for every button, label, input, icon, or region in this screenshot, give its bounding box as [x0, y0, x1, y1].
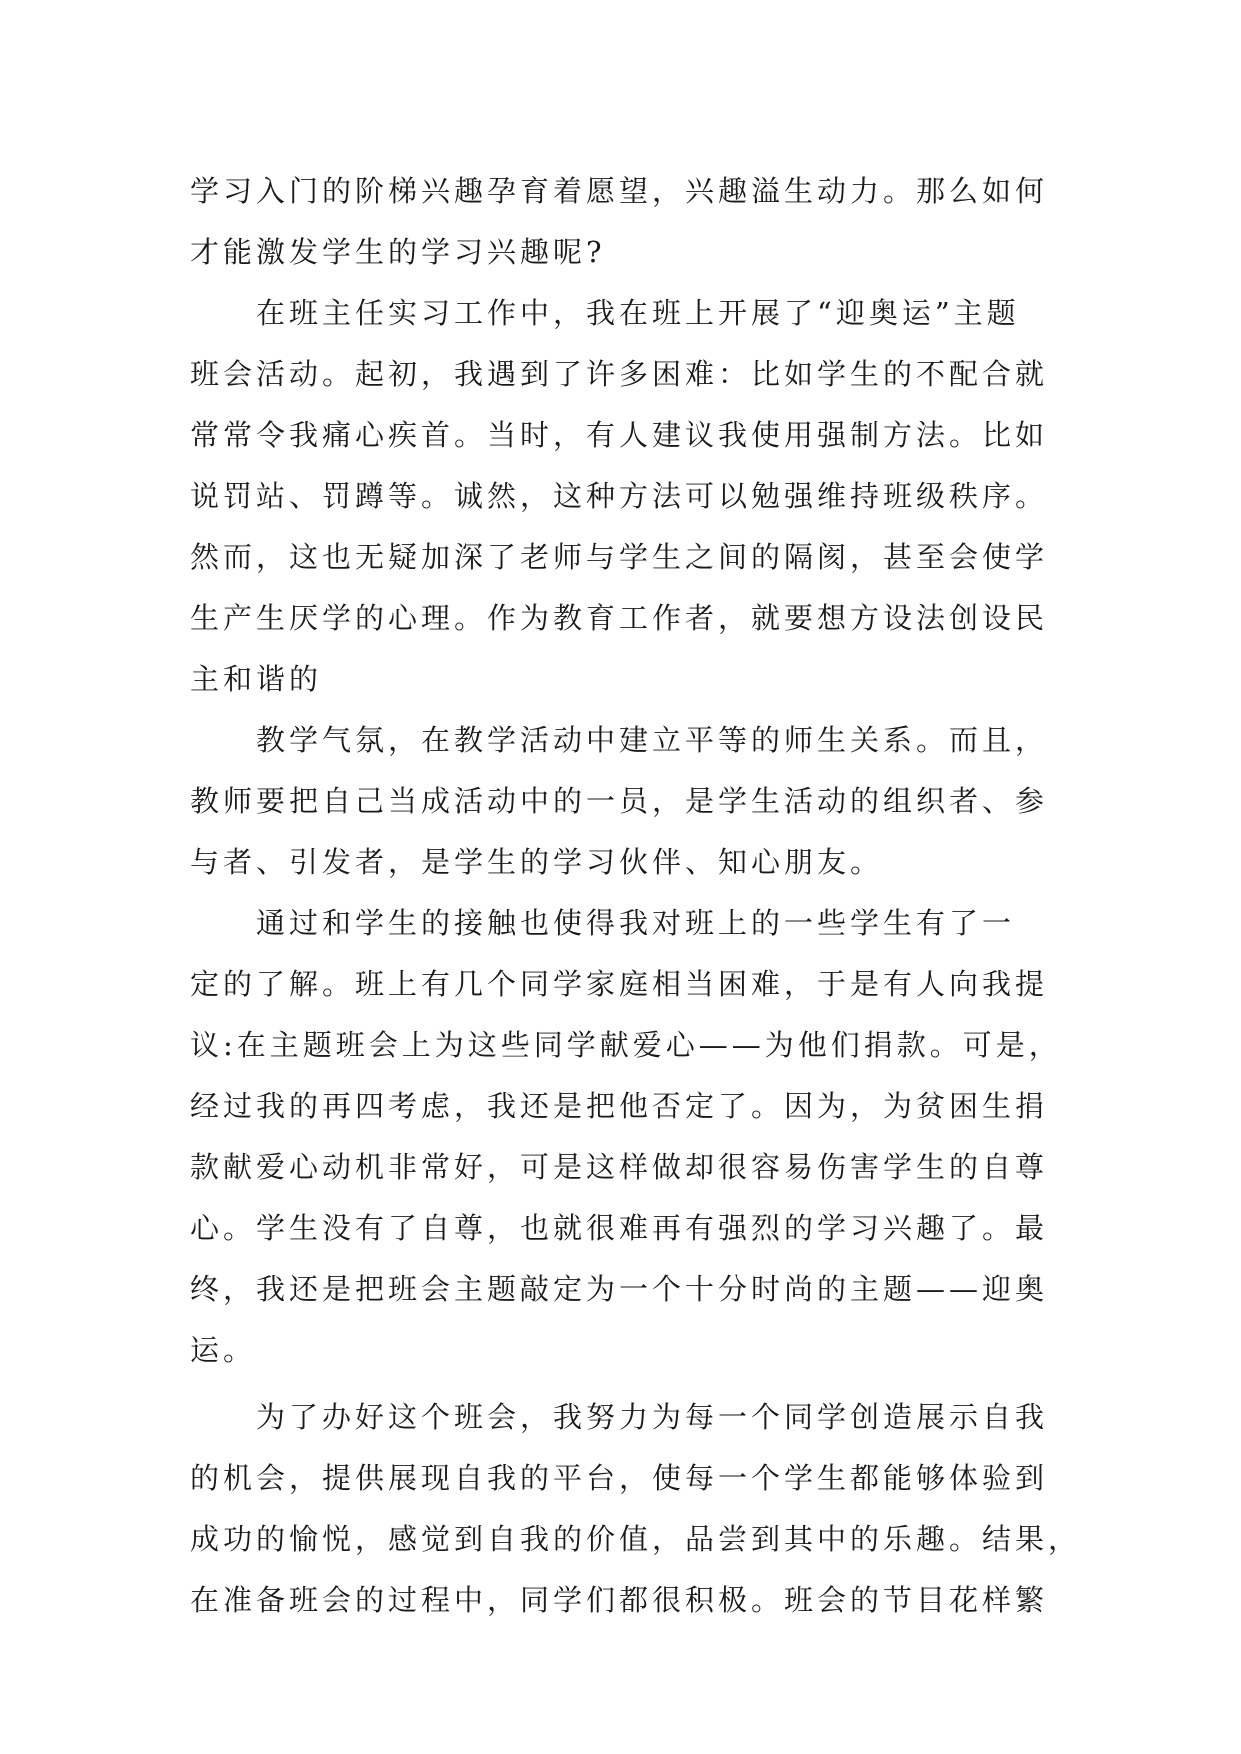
paragraph-first-line: 通过和学生的接触也使得我对班上的一些学生有了一 — [256, 906, 1016, 940]
text-line: 款献爱心动机非常好，可是这样做却很容易伤害学生的自尊 — [190, 1150, 1049, 1184]
text-line: 成功的愉悦，感觉到自我的价值，品尝到其中的乐趣。结果， — [190, 1522, 1082, 1556]
text-line: 的机会，提供展现自我的平台，使每一个学生都能够体验到 — [190, 1461, 1049, 1495]
text-line: 经过我的再四考虑，我还是把他否定了。因为，为贫困生捐 — [190, 1089, 1049, 1123]
text-line: 在准备班会的过程中，同学们都很积极。班会的节目花样繁 — [190, 1583, 1049, 1617]
paragraph-first-line: 教学气氛，在教学活动中建立平等的师生关系。而且， — [256, 723, 1049, 757]
text-line: 然而，这也无疑加深了老师与学生之间的隔阂，甚至会使学 — [190, 540, 1049, 574]
text-line: 议:在主题班会上为这些同学献爱心——为他们捐款。可是， — [190, 1028, 1062, 1062]
text-line: 教师要把自己当成活动中的一员，是学生活动的组织者、参 — [190, 784, 1049, 818]
text-line: 心。学生没有了自尊，也就很难再有强烈的学习兴趣了。最 — [190, 1211, 1049, 1245]
text-line: 才能激发学生的学习兴趣呢? — [190, 235, 606, 269]
paragraph-first-line: 为了办好这个班会，我努力为每一个同学创造展示自我 — [256, 1400, 1049, 1434]
text-line: 常常令我痛心疾首。当时，有人建议我使用强制方法。比如 — [190, 418, 1049, 452]
text-line: 主和谐的 — [190, 662, 323, 696]
paragraph-first-line: 在班主任实习工作中，我在班上开展了“迎奥运”主题 — [256, 296, 1020, 330]
text-line: 定的了解。班上有几个同学家庭相当困难，于是有人向我提 — [190, 967, 1049, 1001]
text-line: 班会活动。起初，我遇到了许多困难：比如学生的不配合就 — [190, 357, 1049, 391]
text-line: 学习入门的阶梯兴趣孕育着愿望，兴趣溢生动力。那么如何 — [190, 174, 1049, 208]
text-line: 终，我还是把班会主题敲定为一个十分时尚的主题——迎奥 — [190, 1272, 1049, 1306]
text-line: 与者、引发者，是学生的学习伙伴、知心朋友。 — [190, 845, 884, 879]
text-line: 说罚站、罚蹲等。诚然，这种方法可以勉强维持班级秩序。 — [190, 479, 1049, 513]
text-line: 生产生厌学的心理。作为教育工作者，就要想方设法创设民 — [190, 601, 1049, 635]
body-text — [190, 161, 1082, 1631]
text-line: 运。 — [190, 1333, 257, 1367]
